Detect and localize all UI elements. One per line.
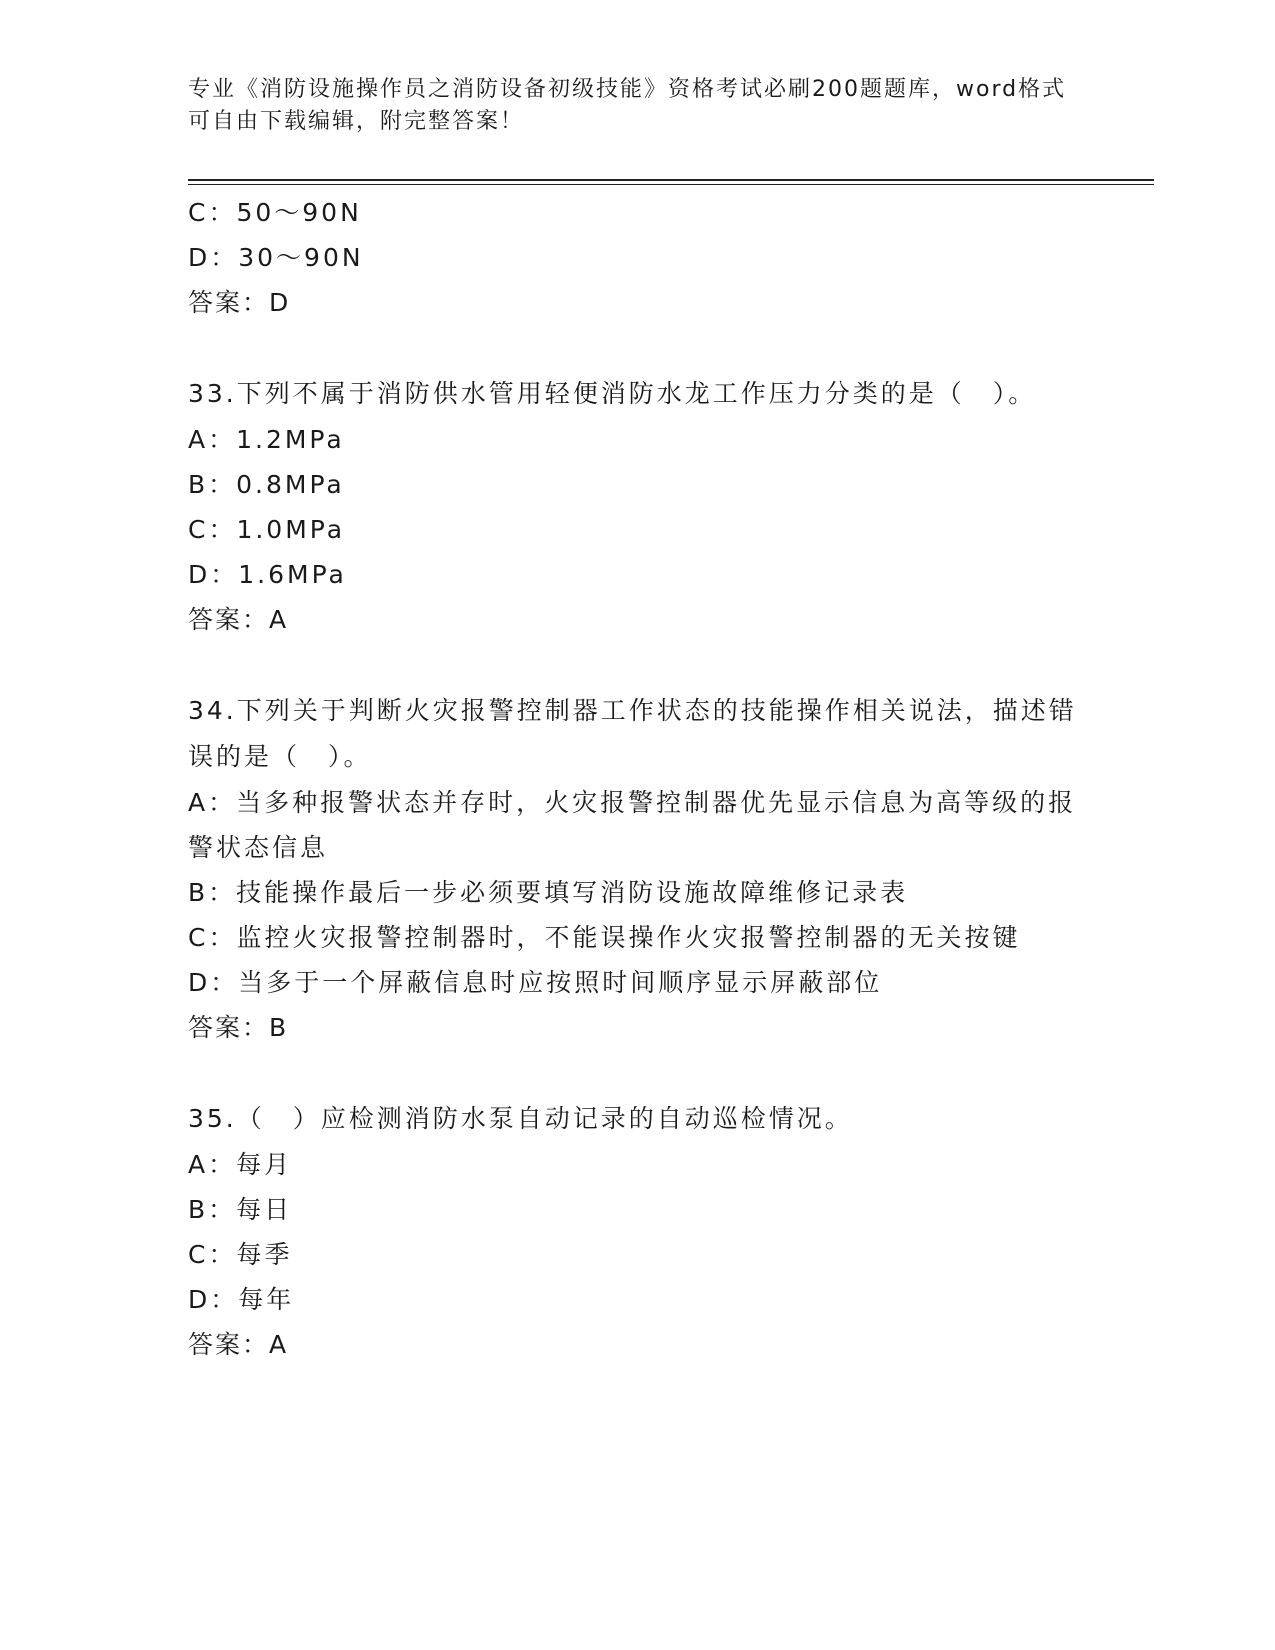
option-d: D：1.6MPa bbox=[188, 560, 347, 589]
header-divider-thin bbox=[188, 184, 1154, 185]
option-d: D：30～90N bbox=[188, 243, 364, 272]
option-d: D：当多于一个屏蔽信息时应按照时间顺序显示屏蔽部位 bbox=[188, 968, 883, 997]
option-a: A：每月 bbox=[188, 1150, 293, 1179]
option-d: D：每年 bbox=[188, 1285, 295, 1314]
answer-line: 答案：A bbox=[188, 1330, 289, 1359]
option-c: C：50～90N bbox=[188, 198, 362, 227]
question-list bbox=[188, 190, 1088, 1367]
option-b: B：技能操作最后一步必须要填写消防设施故障维修记录表 bbox=[188, 878, 909, 907]
question-stem: 34.下列关于判断火灾报警控制器工作状态的技能操作相关说法，描述错误的是（ ）。 bbox=[188, 696, 1077, 771]
answer-line: 答案：A bbox=[188, 605, 289, 634]
option-b: B：0.8MPa bbox=[188, 470, 345, 499]
option-c: C：监控火灾报警控制器时，不能误操作火灾报警控制器的无关按键 bbox=[188, 923, 1021, 952]
document-header-title: 专业《消防设施操作员之消防设备初级技能》资格考试必刷200题题库，word格式可自由下载编辑，附完整答案！ bbox=[188, 77, 1067, 134]
option-c: C：1.0MPa bbox=[188, 515, 346, 544]
question-35 bbox=[188, 1096, 1088, 1367]
question-34 bbox=[188, 688, 1088, 1050]
question-33 bbox=[188, 371, 1088, 642]
option-a: A：1.2MPa bbox=[188, 425, 345, 454]
previous-question-tail bbox=[188, 190, 1088, 325]
answer-line: 答案：B bbox=[188, 1013, 289, 1042]
option-c: C：每季 bbox=[188, 1240, 293, 1269]
header-divider-thick bbox=[188, 179, 1154, 181]
option-a: A：当多种报警状态并存时，火灾报警控制器优先显示信息为高等级的报警状态信息 bbox=[188, 788, 1077, 862]
question-stem: 33.下列不属于消防供水管用轻便消防水龙工作压力分类的是（ ）。 bbox=[188, 379, 1037, 408]
answer-line: 答案：D bbox=[188, 288, 291, 317]
question-stem: 35.（ ）应检测消防水泵自动记录的自动巡检情况。 bbox=[188, 1104, 853, 1133]
option-b: B：每日 bbox=[188, 1195, 293, 1224]
